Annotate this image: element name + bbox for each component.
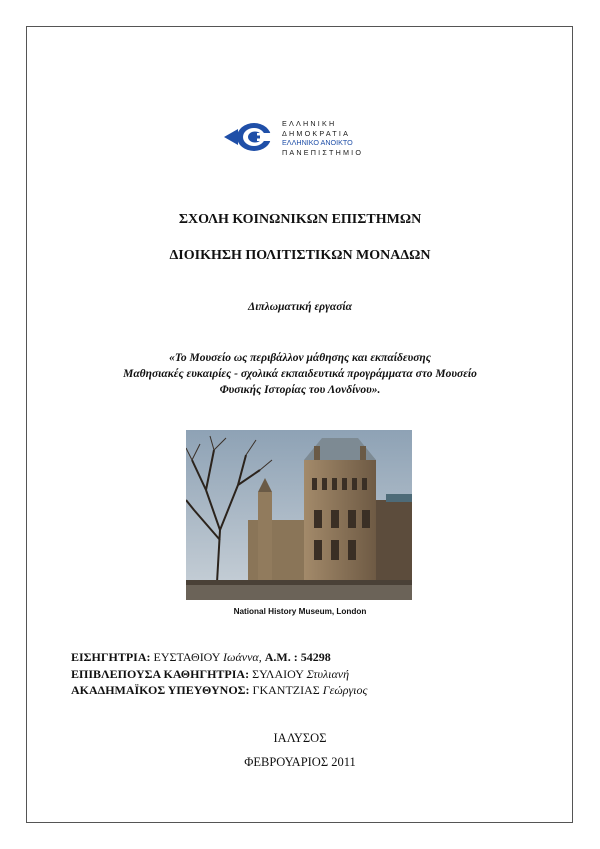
rapporteur-first-name: Ιωάννα,	[222, 650, 262, 664]
supervisor-first-name: Στυλιανή	[306, 666, 350, 681]
logo-line-1: ΕΛΛΗΝΙΚΗ	[282, 119, 337, 128]
university-emblem-icon	[224, 119, 278, 155]
university-logo	[224, 119, 384, 163]
rapporteur-line	[71, 649, 367, 666]
rapporteur-surname: ΕΥΣΤΑΘΙΟΥ	[153, 650, 220, 664]
academic-first-name: Γεώργιος	[322, 683, 368, 697]
supervisor-label: ΕΠΙΒΛΕΠΟΥΣΑ ΚΑΘΗΓΗΤΡΙΑ:	[71, 666, 250, 681]
department-heading: ΔΙΟΙΚΗΣΗ ΠΟΛΙΤΙΣΤΙΚΩΝ ΜΟΝΑΔΩΝ	[169, 248, 431, 263]
thesis-title-line-1: «Το Μουσείο ως περιβάλλον μάθησης και εκπαίδευσης	[169, 352, 431, 364]
photo-caption: National History Museum, London	[233, 607, 367, 616]
academic-line	[71, 682, 367, 699]
logo-line-3: ΕΛΛΗΝΙΚΟ ΑΝΟΙΚΤΟ	[282, 138, 353, 147]
museum-photo	[186, 430, 412, 600]
school-heading: ΣΧΟΛΗ ΚΟΙΝΩΝΙΚΩΝ ΕΠΙΣΤΗΜΩΝ	[178, 212, 422, 227]
place: ΙΑΛΥΣΟΣ	[273, 731, 327, 745]
academic-label: ΑΚΑΔΗΜΑΪΚΟΣ ΥΠΕΥΘΥΝΟΣ:	[71, 683, 250, 697]
logo-line-2: ΔΗΜΟΚΡΑΤΙΑ	[282, 128, 351, 138]
logo-line-4: ΠΑΝΕΠΙΣΤΗΜΙΟ	[282, 147, 364, 157]
thesis-title-line-3: Φυσικής Ιστορίας του Λονδίνου».	[219, 384, 381, 396]
document-type: Διπλωματική εργασία	[248, 301, 352, 313]
supervisor-surname: ΣΥΛΑΙΟΥ	[252, 666, 304, 681]
people-block	[71, 649, 367, 699]
academic-surname: ΓΚΑΝΤΖΙΑΣ	[252, 683, 320, 697]
rapporteur-label: ΕΙΣΗΓΗΤΡΙΑ:	[71, 650, 151, 664]
am-value: 54298	[300, 650, 331, 664]
am-label: Α.Μ. :	[264, 650, 298, 664]
thesis-title-line-2: Μαθησιακές ευκαιρίες - σχολικά εκπαιδευτικά προγράμματα στο Μουσείο	[123, 368, 477, 380]
thesis-title	[0, 350, 600, 398]
date: ΦΕΒΡΟΥΑΡΙΟΣ 2011	[244, 755, 356, 769]
supervisor-line	[71, 666, 367, 683]
